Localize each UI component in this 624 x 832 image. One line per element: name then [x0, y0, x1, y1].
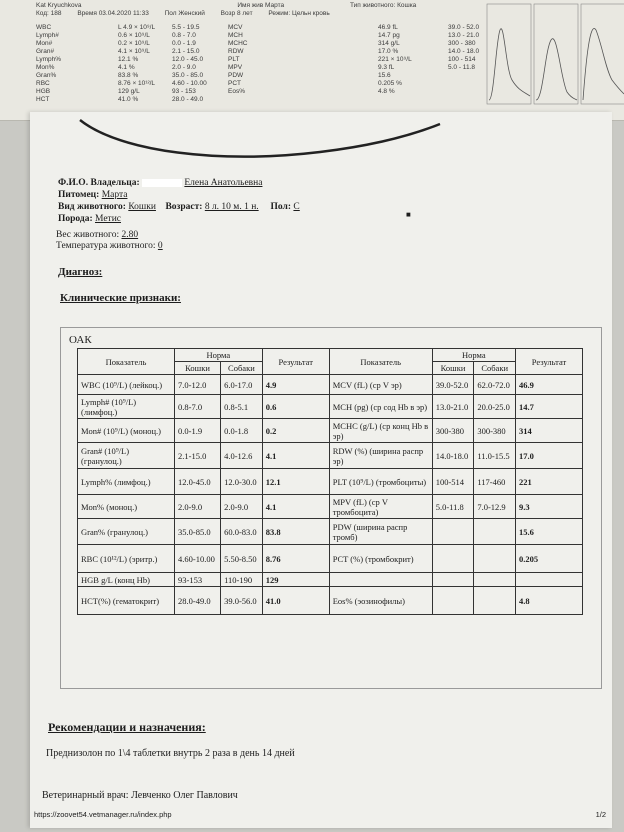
row-left-indicator: Mon# (10⁹/L) (моноц.) — [78, 419, 175, 443]
row-right-norm-cats: 39.0-52.0 — [432, 375, 474, 395]
row-right-result: 9.3 — [516, 495, 583, 519]
printout-param: Eos% — [228, 88, 245, 95]
printout-value: 4.1 % — [118, 64, 135, 71]
row-right-norm-cats: 14.0-18.0 — [432, 443, 474, 469]
report-sheet — [30, 112, 612, 828]
species-label: Вид животного: — [58, 202, 126, 212]
row-right-norm-dogs — [474, 573, 516, 587]
printout-range: 100 - 514 — [448, 56, 476, 63]
col-header-cats: Кошки — [432, 362, 474, 375]
row-left-norm-cats: 2.1-15.0 — [175, 443, 221, 469]
printout-header-item: Kat Kryuchkova — [36, 2, 82, 9]
table-row — [78, 495, 583, 519]
printout-param: MCV — [228, 24, 243, 31]
row-right-norm-dogs: 62.0-72.0 — [474, 375, 516, 395]
row-left-result: 83.8 — [262, 519, 329, 545]
oak-section — [60, 327, 602, 689]
printout-value: 12.1 % — [118, 56, 139, 63]
row-right-norm-dogs: 117-460 — [474, 469, 516, 495]
col-header-cats: Кошки — [175, 362, 221, 375]
row-left-norm-cats: 12.0-45.0 — [175, 469, 221, 495]
printout-value: 41.0 % — [118, 96, 139, 103]
printout-value: 0.2 × 10⁹/L — [118, 40, 150, 47]
analyzer-printout — [0, 0, 624, 121]
printout-param: Lymph# — [36, 32, 59, 39]
row-right-result: 15.6 — [516, 519, 583, 545]
printout-col-ranges — [172, 24, 207, 104]
row-left-norm-dogs: 60.0-83.0 — [221, 519, 263, 545]
row-left-norm-dogs: 2.0-9.0 — [221, 495, 263, 519]
row-right-indicator: PLT (10⁹/L) (тромбоциты) — [329, 469, 432, 495]
page-number: 1/2 — [595, 810, 606, 819]
row-right-indicator: PCT (%) (тромбокрит) — [329, 545, 432, 573]
col-header-result: Результат — [262, 349, 329, 375]
row-left-norm-cats: 28.0-49.0 — [175, 587, 221, 615]
row-left-indicator: WBC (10⁹/L) (лейкоц.) — [78, 375, 175, 395]
row-left-norm-cats: 7.0-12.0 — [175, 375, 221, 395]
printout-value: 4.8 % — [378, 88, 395, 95]
doctor-line — [42, 790, 238, 801]
printout-param: RBC — [36, 80, 50, 87]
row-right-norm-dogs: 11.0-15.5 — [474, 443, 516, 469]
printout-header-item: Имя жив Марта — [237, 2, 285, 9]
rbc-histogram — [533, 0, 579, 112]
printout-line2-item: Пол Женский — [164, 10, 205, 17]
printout-col-params2 — [228, 24, 248, 96]
printout-line2-item: Возр 8 лет — [220, 10, 253, 17]
col-header-dogs: Собаки — [474, 362, 516, 375]
diagnosis-heading: Диагноз: — [58, 266, 103, 278]
row-left-norm-cats: 35.0-85.0 — [175, 519, 221, 545]
row-left-result: 0.2 — [262, 419, 329, 443]
row-left-norm-cats: 4.60-10.00 — [175, 545, 221, 573]
recommendations-heading: Рекомендации и назначения: — [48, 720, 206, 734]
printout-col-ranges2 — [448, 24, 479, 72]
age-label: Возраст: — [165, 202, 203, 212]
species-value: Кошки — [128, 202, 156, 212]
clinic-logo-swoosh — [60, 112, 460, 172]
printout-col-params — [36, 24, 61, 104]
printout-line2 — [36, 10, 344, 17]
row-right-result — [516, 573, 583, 587]
row-left-norm-cats: 0.0-1.9 — [175, 419, 221, 443]
row-right-indicator: MPV (fL) (ср V тромбоцита) — [329, 495, 432, 519]
row-right-result: 14.7 — [516, 395, 583, 419]
row-right-norm-dogs — [474, 519, 516, 545]
printout-range: 35.0 - 85.0 — [172, 72, 204, 79]
row-left-indicator: HGB g/L (конц Hb) — [78, 573, 175, 587]
doctor-name: Левченко Олег Павлович — [131, 790, 238, 801]
row-right-result: 46.9 — [516, 375, 583, 395]
row-right-norm-dogs — [474, 545, 516, 573]
printout-param: Mon% — [36, 64, 55, 71]
weight-label: Вес животного: — [56, 230, 120, 240]
col-header-norm: Норма — [432, 349, 515, 362]
printout-range: 4.60 - 10.00 — [172, 80, 207, 87]
weight-value: 2.80 — [121, 230, 139, 240]
row-left-indicator: RBC (10¹²/L) (эритр.) — [78, 545, 175, 573]
col-header-dogs: Собаки — [221, 362, 263, 375]
plt-histogram — [580, 0, 624, 112]
printout-range: 300 - 380 — [448, 40, 476, 47]
printout-value: 4.1 × 10⁹/L — [118, 48, 150, 55]
row-left-norm-dogs: 4.0-12.6 — [221, 443, 263, 469]
printout-value: 129 g/L — [118, 88, 140, 95]
row-right-norm-cats: 300-380 — [432, 419, 474, 443]
printout-param: HGB — [36, 88, 51, 95]
printout-value: 14.7 pg — [378, 32, 400, 39]
row-right-result: 314 — [516, 419, 583, 443]
row-right-norm-cats — [432, 573, 474, 587]
printout-value: 46.9 fL — [378, 24, 398, 31]
printout-value: 15.6 — [378, 72, 391, 79]
printout-header — [36, 2, 430, 9]
row-right-indicator: Eos% (эозинофилы) — [329, 587, 432, 615]
row-left-result: 4.9 — [262, 375, 329, 395]
pet-label: Питомец: — [58, 190, 100, 200]
row-right-norm-cats: 100-514 — [432, 469, 474, 495]
table-row — [78, 395, 583, 419]
table-row — [78, 545, 583, 573]
printout-value: L 4.9 × 10⁹/L — [118, 24, 156, 31]
printout-header-item: Тип животного: Кошка — [349, 2, 417, 9]
printout-range: 12.0 - 45.0 — [172, 56, 204, 63]
row-right-norm-cats — [432, 545, 474, 573]
sex-value: С — [293, 202, 300, 212]
printout-param: MCHC — [228, 40, 248, 47]
clinical-signs-heading: Клинические признаки: — [60, 292, 181, 304]
row-left-norm-dogs: 6.0-17.0 — [221, 375, 263, 395]
table-row — [78, 375, 583, 395]
row-left-norm-cats: 93-153 — [175, 573, 221, 587]
printout-value: 83.8 % — [118, 72, 139, 79]
oak-table — [77, 348, 583, 615]
dot-mark: ■ — [406, 210, 411, 219]
row-right-indicator: MCHC (g/L) (ср конц Hb в эр) — [329, 419, 432, 443]
printout-param: Lymph% — [36, 56, 62, 63]
row-left-norm-cats: 2.0-9.0 — [175, 495, 221, 519]
printout-value: 8.76 × 10¹²/L — [118, 80, 156, 87]
row-right-result: 0.205 — [516, 545, 583, 573]
row-right-result: 221 — [516, 469, 583, 495]
printout-col-values2 — [378, 24, 412, 96]
temperature-label: Температура животного: — [56, 241, 156, 251]
table-row — [78, 469, 583, 495]
printout-range: 13.0 - 21.0 — [448, 32, 480, 39]
row-left-norm-cats: 0.8-7.0 — [175, 395, 221, 419]
printout-value: 9.3 fL — [378, 64, 395, 71]
row-right-indicator: PDW (ширина распр тромб) — [329, 519, 432, 545]
printout-range: 0.0 - 1.9 — [172, 40, 196, 47]
row-right-norm-cats: 5.0-11.8 — [432, 495, 474, 519]
sex-label: Пол: — [270, 202, 292, 212]
printout-param: PDW — [228, 72, 244, 79]
page-url: https://zoovet54.vetmanager.ru/index.php — [34, 810, 172, 819]
row-left-result: 41.0 — [262, 587, 329, 615]
printout-line2-item: Режим: Цельн кровь — [268, 10, 330, 17]
wbc-histogram — [486, 0, 532, 112]
printout-value: 314 g/L — [378, 40, 400, 47]
breed-value: Метис — [95, 214, 121, 224]
row-left-result: 4.1 — [262, 495, 329, 519]
printout-range: 2.1 - 15.0 — [172, 48, 200, 55]
row-left-indicator: Mon% (моноц.) — [78, 495, 175, 519]
row-left-indicator: Lymph% (лимфоц.) — [78, 469, 175, 495]
printout-line2-item: Код: 188 — [36, 10, 62, 17]
printout-line2-item: Время 03.04.2020 11:33 — [77, 10, 149, 17]
col-header-result: Результат — [516, 349, 583, 375]
printout-range: 93 - 153 — [172, 88, 196, 95]
printout-param: RDW — [228, 48, 244, 55]
weights-block — [56, 230, 163, 252]
breed-label: Порода: — [58, 214, 93, 224]
row-right-norm-dogs: 7.0-12.9 — [474, 495, 516, 519]
printout-value: 221 × 10⁹/L — [378, 56, 412, 63]
printout-value: 17.0 % — [378, 48, 399, 55]
printout-range: 5.5 - 19.5 — [172, 24, 200, 31]
col-header-indicator: Показатель — [78, 349, 175, 375]
printout-range: 2.0 - 9.0 — [172, 64, 196, 71]
table-row — [78, 443, 583, 469]
owner-fio-label: Ф.И.О. Владельца: — [58, 178, 140, 188]
row-left-norm-dogs: 12.0-30.0 — [221, 469, 263, 495]
printout-param: MPV — [228, 64, 243, 71]
printout-param: Gran# — [36, 48, 55, 55]
printout-param: MCH — [228, 32, 243, 39]
row-right-result: 4.8 — [516, 587, 583, 615]
printout-range: 0.8 - 7.0 — [172, 32, 196, 39]
row-right-norm-cats: 13.0-21.0 — [432, 395, 474, 419]
row-right-norm-dogs: 300-380 — [474, 419, 516, 443]
row-left-indicator: Gran% (гранулоц.) — [78, 519, 175, 545]
col-header-norm: Норма — [175, 349, 263, 362]
row-left-result: 4.1 — [262, 443, 329, 469]
printout-value: 0.205 % — [378, 80, 402, 87]
printout-param: PCT — [228, 80, 241, 87]
temperature-value: 0 — [157, 241, 163, 251]
age-value: 8 л. 10 м. 1 н. — [204, 202, 259, 212]
row-left-norm-dogs: 110-190 — [221, 573, 263, 587]
row-left-norm-dogs: 5.50-8.50 — [221, 545, 263, 573]
row-right-norm-dogs: 20.0-25.0 — [474, 395, 516, 419]
row-right-result: 17.0 — [516, 443, 583, 469]
row-left-indicator: Lymph# (10⁹/L) (лимфоц.) — [78, 395, 175, 419]
printout-range: 28.0 - 49.0 — [172, 96, 204, 103]
col-header-indicator: Показатель — [329, 349, 432, 375]
row-left-result: 129 — [262, 573, 329, 587]
row-left-result: 8.76 — [262, 545, 329, 573]
printout-param: Gran% — [36, 72, 57, 79]
table-row — [78, 587, 583, 615]
redaction-box — [142, 179, 182, 187]
row-right-norm-dogs — [474, 587, 516, 615]
row-left-norm-dogs: 0.8-5.1 — [221, 395, 263, 419]
owner-fio-value: Елена Анатольевна — [184, 178, 263, 188]
printout-range: 5.0 - 11.8 — [448, 64, 475, 71]
owner-block — [58, 177, 300, 225]
row-right-indicator: RDW (%) (ширина распр эр) — [329, 443, 432, 469]
pet-value: Марта — [101, 190, 128, 200]
printout-param: WBC — [36, 24, 52, 31]
row-left-result: 0.6 — [262, 395, 329, 419]
table-row — [78, 519, 583, 545]
printout-range: 14.0 - 18.0 — [448, 48, 480, 55]
row-right-indicator: MCH (pg) (ср сод Hb в эр) — [329, 395, 432, 419]
row-right-indicator: MCV (fL) (ср V эр) — [329, 375, 432, 395]
recommendations-text: Преднизолон по 1\4 таблетки внутрь 2 раза в день 14 дней — [46, 748, 295, 759]
row-right-indicator — [329, 573, 432, 587]
row-left-indicator: HCT(%) (гематокрит) — [78, 587, 175, 615]
row-right-norm-cats — [432, 587, 474, 615]
row-right-norm-cats — [432, 519, 474, 545]
oak-title: ОАК — [69, 334, 92, 346]
row-left-norm-dogs: 39.0-56.0 — [221, 587, 263, 615]
printout-param: PLT — [228, 56, 240, 63]
table-row — [78, 419, 583, 443]
printout-param: HCT — [36, 96, 50, 103]
row-left-norm-dogs: 0.0-1.8 — [221, 419, 263, 443]
printout-param: Mon# — [36, 40, 53, 47]
printout-range: 39.0 - 52.0 — [448, 24, 480, 31]
doctor-label: Ветеринарный врач: — [42, 790, 129, 801]
printout-value: 0.6 × 10⁹/L — [118, 32, 150, 39]
row-left-result: 12.1 — [262, 469, 329, 495]
row-left-indicator: Gran# (10⁹/L) (гранулоц.) — [78, 443, 175, 469]
printout-col-values — [118, 24, 155, 104]
table-row — [78, 573, 583, 587]
